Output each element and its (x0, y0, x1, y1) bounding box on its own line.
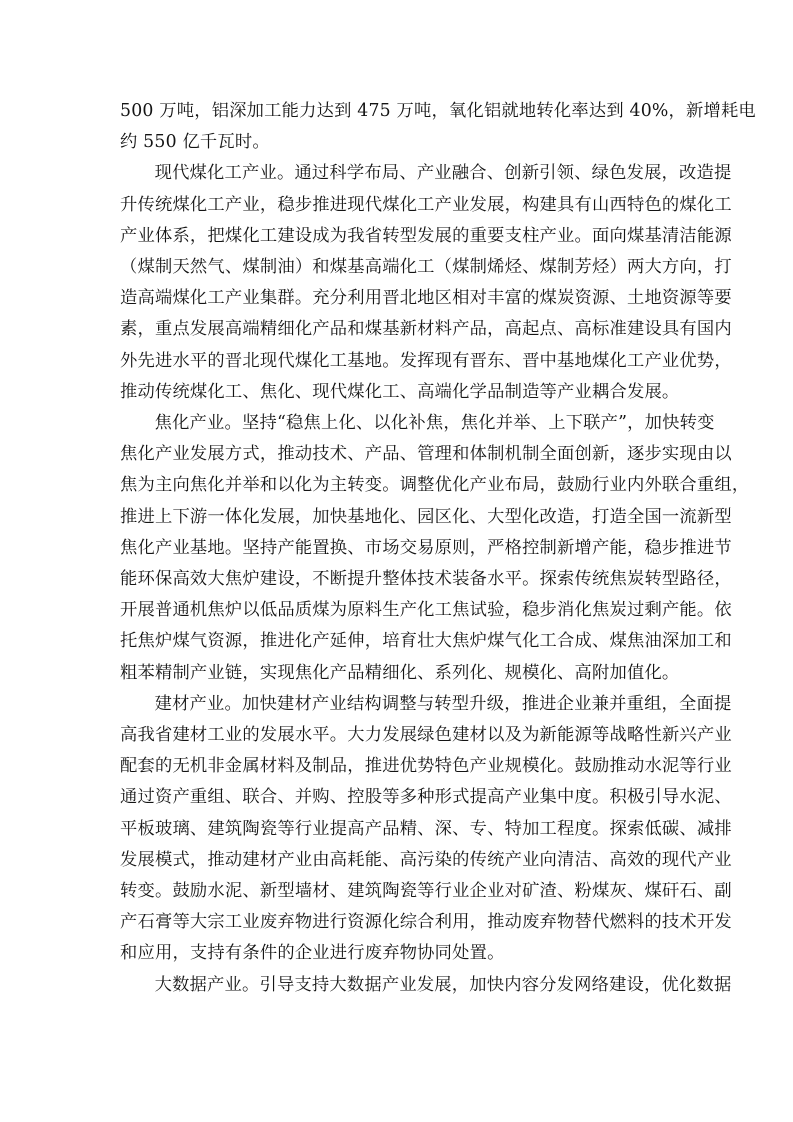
text-line: 外先进水平的晋北现代煤化工基地。发挥现有晋东、晋中基地煤化工产业优势， (120, 350, 732, 371)
text-line: 焦化产业。坚持“稳焦上化、以化补焦，焦化并举、上下联产”，加快转变 (154, 413, 715, 434)
text-line: 升传统煤化工产业，稳步推进现代煤化工产业发展，构建具有山西特色的煤化工 (120, 194, 732, 215)
text-line: 500 万吨，铝深加工能力达到 475 万吨，氧化铝就地转化率达到 40%，新增耗电 (120, 101, 756, 121)
text-line: 通过资产重组、联合、并购、控股等多种形式提高产业集中度。积极引导水泥、 (120, 787, 732, 808)
paragraph-coal-chemical (120, 158, 732, 408)
text-line: 素，重点发展高端精细化产品和煤基新材料产品，高起点、高标准建设具有国内 (120, 319, 732, 340)
paragraph-big-data (120, 970, 732, 1001)
text-line: 焦化产业发展方式，推动技术、产品、管理和体制机制全面创新，逐步实现由以 (120, 444, 732, 465)
text-line: 高我省建材工业的发展水平。大力发展绿色建材以及为新能源等战略性新兴产业 (120, 725, 732, 746)
text-line: 发展模式，推动建材产业由高耗能、高污染的传统产业向清洁、高效的现代产业 (120, 849, 732, 870)
text-line: 和应用，支持有条件的企业进行废弃物协同处置。 (120, 943, 505, 964)
text-line: 开展普通机焦炉以低品质煤为原料生产化工焦试验，稳步消化焦炭过剩产能。依 (120, 600, 732, 621)
text-line: 焦化产业基地。坚持产能置换、市场交易原则，严格控制新增产能，稳步推进节 (120, 537, 732, 558)
text-line: 能环保高效大焦炉建设，不断提升整体技术装备水平。探索传统焦炭转型路径， (120, 569, 732, 590)
text-line: 平板玻璃、建筑陶瓷等行业提高产品精、深、专、特加工程度。探索低碳、减排 (120, 818, 732, 839)
text-line: 粗苯精制产业链，实现焦化产品精细化、系列化、规模化、高附加值化。 (120, 662, 680, 683)
text-line: （煤制天然气、煤制油）和煤基高端化工（煤制烯烃、煤制芳烃）两大方向，打 (120, 257, 732, 278)
text-line: 现代煤化工产业。通过科学布局、产业融合、创新引领、绿色发展，改造提 (154, 163, 732, 184)
text-line: 推动传统煤化工、焦化、现代煤化工、高端化学品制造等产业耦合发展。 (120, 381, 680, 402)
paragraph-coking (120, 408, 750, 689)
text-line: 大数据产业。引导支持大数据产业发展，加快内容分发网络建设，优化数据 (154, 974, 732, 995)
document-body (120, 96, 756, 1001)
text-line: 转变。鼓励水泥、新型墙材、建筑陶瓷等行业企业对矿渣、粉煤灰、煤矸石、副 (120, 881, 732, 902)
text-line: 约 550 亿千瓦时。 (120, 132, 270, 153)
paragraph-building-materials (120, 689, 732, 970)
text-line: 产石膏等大宗工业废弃物进行资源化综合利用，推动废弃物替代燃料的技术开发 (120, 912, 732, 933)
text-line: 造高端煤化工产业集群。充分利用晋北地区相对丰富的煤炭资源、土地资源等要 (120, 288, 732, 309)
text-line: 托焦炉煤气资源，推进化产延伸，培育壮大焦炉煤气化工合成、煤焦油深加工和 (120, 631, 732, 652)
text-line: 配套的无机非金属材料及制品，推进优势特色产业规模化。鼓励推动水泥等行业 (120, 756, 732, 777)
text-line: 焦为主向焦化并举和以化为主转变。调整优化产业布局，鼓励行业内外联合重组， (120, 475, 750, 496)
text-line: 产业体系，把煤化工建设成为我省转型发展的重要支柱产业。面向煤基清洁能源 (120, 225, 732, 246)
text-line: 建材产业。加快建材产业结构调整与转型升级，推进企业兼并重组，全面提 (154, 693, 732, 714)
paragraph-aluminum-continuation (120, 96, 756, 158)
text-line: 推进上下游一体化发展，加快基地化、园区化、大型化改造，打造全国一流新型 (120, 506, 732, 527)
